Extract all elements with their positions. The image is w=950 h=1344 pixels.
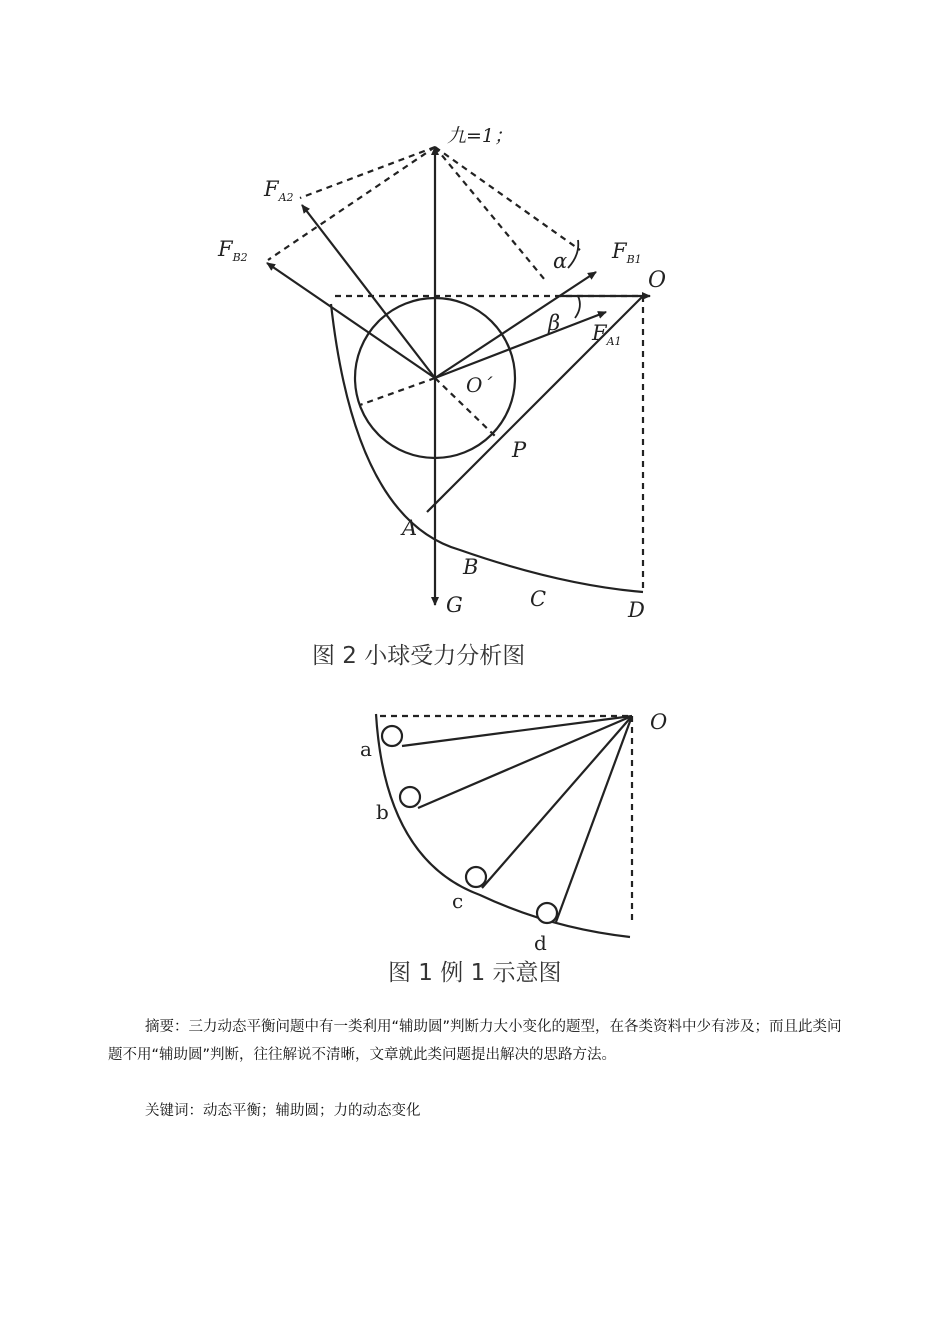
- dashed-radius-left: [360, 378, 435, 405]
- figure-2: [267, 147, 650, 605]
- label-beta: β: [548, 311, 561, 335]
- string-d: [556, 716, 632, 922]
- ball-a: [382, 726, 402, 746]
- label-a-small: a: [360, 737, 372, 761]
- label-fa2: $F_{A2}$: [264, 177, 294, 204]
- string-c: [482, 716, 632, 888]
- label-fa1: $F_{A1}$: [592, 321, 622, 348]
- figure-1-caption: 图 1 例 1 示意图: [388, 960, 562, 986]
- figure-1: [376, 714, 632, 937]
- label-p: P: [512, 438, 527, 462]
- bowl-curve: [331, 304, 643, 592]
- arrow-fb2: [267, 263, 435, 378]
- abstract-paragraph: 摘要：三力动态平衡问题中有一类利用“辅助圆”判断力大小变化的题型，在各类资料中少有涉及；而且此类问题不用“辅助圆”判断，往往解说不清晰，文章就此类问题提出解决的思路方法。: [108, 1019, 842, 1063]
- keywords-paragraph: 关键词：动态平衡；辅助圆；力的动态变化: [145, 1103, 421, 1119]
- label-d: D: [628, 598, 645, 622]
- ball-c: [466, 867, 486, 887]
- angle-beta-arc: [575, 296, 580, 318]
- dashed-line-1: [300, 147, 435, 198]
- string-line: [427, 296, 643, 512]
- ball-b: [400, 787, 420, 807]
- label-alpha: α: [553, 249, 568, 273]
- label-g: G: [446, 593, 463, 617]
- label-b-small: b: [376, 800, 389, 824]
- label-c-small: c: [452, 889, 464, 913]
- label-b: B: [463, 555, 479, 579]
- top-note: 九=1；: [447, 125, 514, 147]
- label-fb2: $F_{B2}$: [218, 237, 248, 264]
- figure-2-caption: 图 2 小球受力分析图: [312, 643, 526, 669]
- label-o: O: [648, 268, 667, 293]
- arrow-fa2: [302, 205, 435, 378]
- label-o-prime: O´: [466, 373, 493, 397]
- label-fb1: $F_{B1}$: [612, 239, 642, 266]
- figure-1-labels: [360, 710, 667, 986]
- ball-d: [537, 903, 557, 923]
- label-a: A: [402, 516, 418, 540]
- label-d-small: d: [534, 931, 547, 955]
- label-c: C: [530, 587, 547, 611]
- label-o-small: O: [650, 710, 668, 734]
